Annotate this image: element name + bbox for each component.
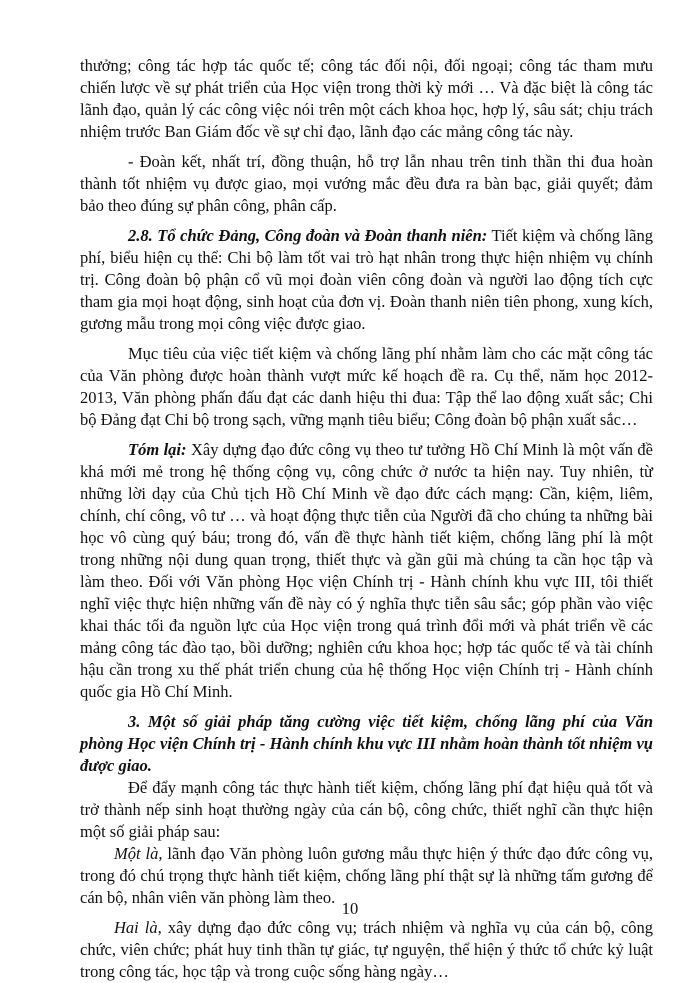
solution-one-lead: Một là, xyxy=(114,844,163,863)
paragraph-continuation: thưởng; công tác hợp tác quốc tế; công tác đối nội, đối ngoại; công tác tham mưu chiến lược về sự phát triển của Học viện trong thời kỳ mới … Và đặc biệt là công tác lãnh đạo, quản lý các công việc nói trên một cách khoa học, hợp lý, sâu sát; chịu trách nhiệm trước Ban Giám đốc về sự chỉ đạo, lãnh đạo các mảng công tác này. xyxy=(80,56,653,141)
paragraph-unity: - Đoàn kết, nhất trí, đồng thuận, hỗ trợ lẫn nhau trên tinh thần thi đua hoàn thành tốt nhiệm vụ được giao, mọi vướng mắc đều đưa ra bàn bạc, giải quyết; đảm bảo theo đúng sự phân công, phân cấp. xyxy=(80,152,653,215)
page-body xyxy=(80,55,653,983)
paragraph-objectives: Mục tiêu của việc tiết kiệm và chống lãng phí nhằm làm cho các mặt công tác của Văn phòng được hoàn thành vượt mức kế hoạch đề ra. Cụ thể, năm học 2012-2013, Văn phòng phấn đấu đạt các danh hiệu thi đua: Tập thể lao động xuất sắc; Chi bộ Đảng đạt Chi bộ trong sạch, vững mạnh tiêu biểu; Công đoàn bộ phận xuất sắc… xyxy=(80,344,653,429)
paragraph-summary xyxy=(80,439,653,703)
solution-two-lead: Hai là xyxy=(114,918,158,937)
section-3-heading: 3. Một số giải pháp tăng cường việc tiết kiệm, chống lãng phí của Văn phòng Học viện Chính trị - Hành chính khu vực III nhằm hoàn thành tốt nhiệm vụ được giao. xyxy=(80,712,653,775)
paragraph-solutions-intro: Để đẩy mạnh công tác thực hành tiết kiệm, chống lãng phí đạt hiệu quả tốt và trở thành nếp sinh hoạt thường ngày của cán bộ, công chức, thiết nghĩ cần thực hiện một số giải pháp sau: xyxy=(80,778,653,841)
section-2-8-body: Tiết kiệm và chống lãng phí, biểu hiện cụ thể: Chi bộ làm tốt vai trò hạt nhân trong thực hiện nhiệm vụ chính trị. Công đoàn bộ phận cổ vũ mọi đoàn viên công đoàn và người lao động tích cực tham gia mọi hoạt động, sinh hoạt của đơn vị. Đoàn thanh niên tiên phong, xung kích, gương mẫu trong mọi công việc được giao. xyxy=(80,226,653,333)
section-2-8-heading: 2.8. Tổ chức Đảng, Công đoàn và Đoàn thanh niên: xyxy=(128,226,488,245)
summary-body: Xây dựng đạo đức công vụ theo tư tưởng Hồ Chí Minh là một vấn đề khá mới mẻ trong hệ thống cộng vụ, công chức ở nước ta hiện nay. Tuy nhiên, từ những lời dạy của Chủ tịch Hồ Chí Minh về đạo đức cách mạng: Cần, kiệm, liêm, chính, chí công, vô tư … và hoạt động thực tiễn của Người đã cho chúng ta những bài học vô cùng quý báu; trong đó, vấn đề thực hành tiết kiệm, chống lãng phí là một trong những nội dung quan trọng, thiết thực và gần gũi mà chúng ta cần học tập và làm theo. Đối với Văn phòng Học viện Chính trị - Hành chính khu vực III, tôi thiết nghĩ việc thực hiện những vấn đề này có ý nghĩa thực tiễn sâu sắc; góp phần vào việc khai thác tối đa nguồn lực của Học viện trong quá trình đổi mới và phát triển về các mảng công tác đào tạo, bồi dưỡng; nghiên cứu khoa học; hợp tác quốc tế và tài chính hậu cần trong xu thế phát triển chung của hệ thống Học viện Chính trị - Hành chính quốc gia Hồ Chí Minh. xyxy=(80,440,653,701)
summary-heading: Tóm lại: xyxy=(128,440,187,459)
page-number: 10 xyxy=(341,899,359,918)
solution-one-body: lãnh đạo Văn phòng luôn gương mẫu thực hiện ý thức đạo đức công vụ, trong đó chú trọng thực hành tiết kiệm, chống lãng phí thật sự là những tấm gương để cán bộ, nhân viên văn phòng làm theo. xyxy=(80,844,653,907)
paragraph-solution-two xyxy=(80,917,653,983)
paragraph-organizations xyxy=(80,225,653,335)
solution-two-body: , xây dựng đạo đức công vụ; trách nhiệm và nghĩa vụ của cán bộ, công chức, viên chức; phát huy tinh thần tự giác, tự nguyện, thể hiện ý thức tổ chức kỷ luật trong công tác, học tập và trong cuộc sống hàng ngày… xyxy=(80,918,653,981)
